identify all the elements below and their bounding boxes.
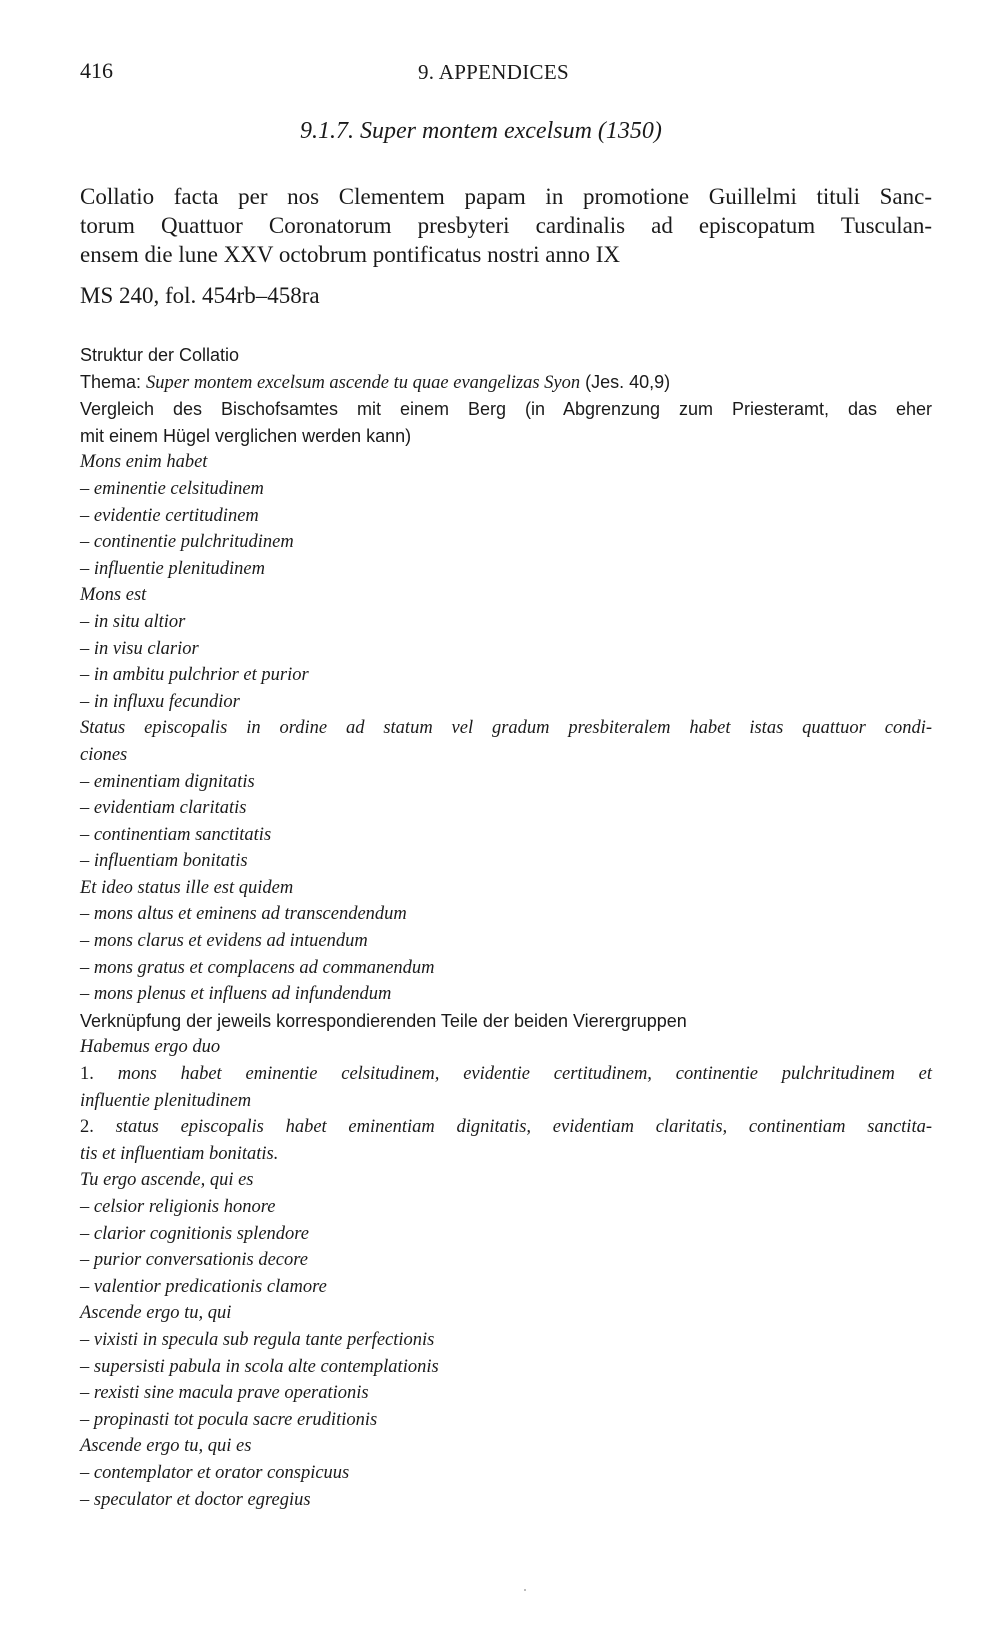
ascende-qui-es-heading: Ascende ergo tu, qui es: [80, 1436, 252, 1457]
intro-line: Collatio facta per nos Clementem papam in promotione Guillelmi tituli Sanc-: [80, 184, 932, 209]
verknuepfung-line: Verknüpfung der jeweils korrespondierenden Teile der beiden Vierergruppen: [80, 1010, 687, 1031]
point-one-line: influentie plenitudinem: [80, 1090, 252, 1111]
list-item: – evidentie certitudinem: [80, 505, 259, 526]
scan-speck: [524, 1589, 526, 1591]
status-heading-line: Status episcopalis in ordine ad statum vel gradum presbiteralem habet istas quattuor condi-: [80, 718, 932, 739]
list-item: – purior conversationis decore: [80, 1250, 308, 1271]
page-number: 416: [80, 58, 113, 83]
vergleich-line: mit einem Hügel verglichen werden kann): [80, 425, 412, 446]
vergleich-line: Vergleich des Bischofsamtes mit einem Berg (in Abgrenzung zum Priesteramt, das eher: [80, 399, 932, 420]
intro-line: torum Quattuor Coronatorum presbyteri cardinalis ad episcopatum Tusculan-: [80, 213, 932, 238]
list-item: – continentie pulchritudinem: [80, 532, 294, 553]
list-item: – speculator et doctor egregius: [80, 1489, 311, 1510]
list-item: – mons clarus et evidens ad intuendum: [80, 931, 368, 952]
list-item: – valentior predicationis clamore: [80, 1276, 327, 1297]
list-item: – mons plenus et influens ad infundendum: [80, 984, 392, 1005]
list-item: – mons altus et eminens ad transcendendum: [80, 904, 407, 925]
intro-line: ensem die lune XXV octobrum pontificatus nostri anno IX: [80, 242, 620, 267]
point-one-number: 1.: [80, 1064, 118, 1085]
list-item: – propinasti tot pocula sacre eruditionis: [80, 1409, 378, 1430]
list-item: – evidentiam claritatis: [80, 798, 247, 819]
et-ideo-heading: Et ideo status ille est quidem: [80, 877, 294, 898]
thema-label: Thema:: [80, 371, 147, 392]
mons-enim-heading: Mons enim habet: [80, 452, 208, 473]
list-item: – eminentie celsitudinem: [80, 478, 264, 499]
running-head: 9. APPENDICES: [418, 60, 569, 84]
list-item: – eminentiam dignitatis: [80, 771, 255, 792]
thema-reference: (Jes. 40,9): [580, 371, 671, 392]
point-two-line: tis et influentiam bonitatis.: [80, 1143, 279, 1164]
tu-ergo-heading: Tu ergo ascende, qui es: [80, 1170, 254, 1191]
list-item: – influentiam bonitatis: [80, 851, 248, 872]
thema-text: Super montem excelsum ascende tu quae evangelizas Syon: [146, 372, 581, 393]
list-item: – contemplator et orator conspicuus: [80, 1462, 350, 1483]
status-heading-line: ciones: [80, 744, 128, 765]
point-one-line: [80, 1061, 932, 1088]
structure-heading: Struktur der Collatio: [80, 345, 240, 365]
point-two-number: 2.: [80, 1117, 116, 1138]
mons-est-heading: Mons est: [80, 585, 147, 606]
habemus-heading: Habemus ergo duo: [80, 1037, 221, 1058]
list-item: – influentie plenitudinem: [80, 558, 265, 579]
list-item: – in situ altior: [80, 611, 186, 632]
section-title: 9.1.7. Super montem excelsum (1350): [300, 118, 662, 144]
list-item: – supersisti pabula in scola alte contemplationis: [80, 1356, 439, 1377]
point-two-line: [80, 1114, 932, 1141]
list-item: – in visu clarior: [80, 638, 199, 659]
list-item: – in ambitu pulchrior et purior: [80, 665, 309, 686]
list-item: – clarior cognitionis splendore: [80, 1223, 310, 1244]
thema-line: [80, 369, 932, 397]
manuscript-reference: MS 240, fol. 454rb–458ra: [80, 283, 320, 308]
list-item: – rexisti sine macula prave operationis: [80, 1383, 369, 1404]
list-item: – continentiam sanctitatis: [80, 824, 272, 845]
collatio-intro: [80, 182, 932, 269]
list-item: – in influxu fecundior: [80, 691, 240, 712]
point-two-text: status episcopalis habet eminentiam dignitatis, evidentiam claritatis, continentiam sanctita-: [115, 1117, 932, 1138]
list-item: – celsior religionis honore: [80, 1197, 276, 1217]
ascende-qui-heading: Ascende ergo tu, qui: [80, 1303, 232, 1324]
list-item: – mons gratus et complacens ad commanendum: [80, 957, 435, 978]
point-one-text: mons habet eminentie celsitudinem, evidentie certitudinem, continentie pulchritudinem et: [117, 1064, 932, 1085]
structure-body: [80, 342, 932, 1513]
list-item: – vixisti in specula sub regula tante perfectionis: [80, 1329, 435, 1350]
